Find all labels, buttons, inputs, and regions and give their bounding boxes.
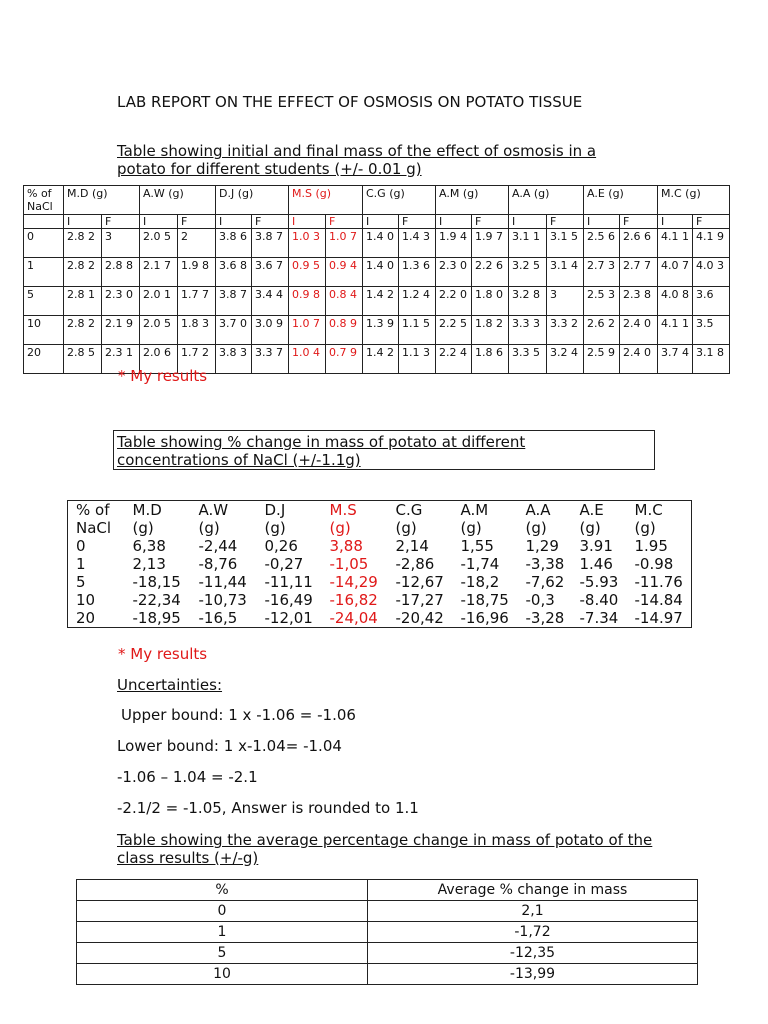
table2-cell: 5 bbox=[76, 573, 86, 591]
table2-cell: -3,38 bbox=[525, 555, 565, 573]
table2-cell: -0,3 bbox=[525, 591, 555, 609]
table1-student-header: M.C (g) bbox=[658, 186, 730, 215]
table1-caption: Table showing initial and final mass of the effect of osmosis in a potato for different students (+/- 0.01 g) bbox=[117, 142, 597, 178]
table2-cell: (g) bbox=[460, 519, 482, 537]
table1-initial-header: I bbox=[436, 215, 472, 229]
table2-row bbox=[68, 555, 692, 573]
table2-cell: -16,96 bbox=[460, 609, 509, 627]
table1-initial-header: I bbox=[216, 215, 252, 229]
mass-table bbox=[23, 185, 730, 374]
table1-mass-cell: 2.8 2 bbox=[64, 229, 102, 258]
table2-cell: -18,15 bbox=[132, 573, 181, 591]
table1-mass-cell: 2.3 0 bbox=[436, 258, 472, 287]
table1-initial-header: I bbox=[584, 215, 620, 229]
table2-cell: -1,74 bbox=[460, 555, 500, 573]
table1-row bbox=[24, 258, 730, 287]
report-title: LAB REPORT ON THE EFFECT OF OSMOSIS ON POTATO TISSUE bbox=[117, 93, 583, 111]
table2-note: * My results bbox=[118, 645, 208, 663]
table1-mass-cell: 3 bbox=[102, 229, 140, 258]
table1-mass-cell: 3.1 1 bbox=[509, 229, 547, 258]
table1-nacl-cell: 20 bbox=[24, 345, 64, 374]
average-change-table bbox=[76, 879, 698, 985]
table1-mass-cell: 2.3 1 bbox=[102, 345, 140, 374]
table2-cell: -8.40 bbox=[579, 591, 619, 609]
table2-cell: A.M bbox=[460, 501, 489, 519]
table1-student-header: C.G (g) bbox=[363, 186, 436, 215]
uncertainty-result: -2.1/2 = -1.05, Answer is rounded to 1.1 bbox=[117, 799, 419, 817]
table2-cell: -24,04 bbox=[329, 609, 378, 627]
table1-final-header: F bbox=[620, 215, 658, 229]
table2-cell: -7,62 bbox=[525, 573, 565, 591]
table2-cell: % of bbox=[76, 501, 110, 519]
table1-student-header: D.J (g) bbox=[216, 186, 289, 215]
table1-mass-cell: 1.9 7 bbox=[472, 229, 509, 258]
table1-final-header: F bbox=[472, 215, 509, 229]
table2-cell: 1,29 bbox=[525, 537, 559, 555]
table2-header-row bbox=[68, 501, 692, 520]
table1-mass-cell: 1.8 3 bbox=[178, 316, 216, 345]
table1-final-header: F bbox=[326, 215, 363, 229]
table1-mass-cell: 3.0 9 bbox=[252, 316, 289, 345]
table1-nacl-cell: 1 bbox=[24, 258, 64, 287]
table2-cell: 1 bbox=[76, 555, 86, 573]
table2-cell: 1.95 bbox=[634, 537, 668, 555]
table1-mass-cell: 2.0 6 bbox=[140, 345, 178, 374]
table2-cell: -10,73 bbox=[198, 591, 247, 609]
table2-cell: 2,13 bbox=[132, 555, 166, 573]
table2-cell: NaCl bbox=[76, 519, 112, 537]
table1-mass-cell: 1.8 6 bbox=[472, 345, 509, 374]
table1-mass-cell: 3.2 4 bbox=[547, 345, 584, 374]
table1-mass-cell: 4.0 7 bbox=[658, 258, 693, 287]
table1-mass-cell: 3.7 0 bbox=[216, 316, 252, 345]
table1-mass-cell: 2.8 5 bbox=[64, 345, 102, 374]
table1-mass-cell: 1.4 3 bbox=[399, 229, 436, 258]
table1-mass-cell: 2.0 5 bbox=[140, 316, 178, 345]
table1-nacl-cell: 5 bbox=[24, 287, 64, 316]
table1-initial-header: I bbox=[658, 215, 693, 229]
table1-mass-cell: 1.9 8 bbox=[178, 258, 216, 287]
table1-mass-cell: 1.9 4 bbox=[436, 229, 472, 258]
table1-nacl-cell: 0 bbox=[24, 229, 64, 258]
table1-mass-cell: 2.1 9 bbox=[102, 316, 140, 345]
table1-row bbox=[24, 287, 730, 316]
table1-mass-cell: 3.8 3 bbox=[216, 345, 252, 374]
table1-initial-header: I bbox=[509, 215, 547, 229]
table2-cell: -16,49 bbox=[264, 591, 313, 609]
table2-cell: -16,82 bbox=[329, 591, 378, 609]
table1-mass-cell: 2.4 0 bbox=[620, 345, 658, 374]
table1-mass-cell: 2.0 5 bbox=[140, 229, 178, 258]
table1-subheader-row bbox=[24, 215, 730, 229]
table1-mass-cell: 1.0 3 bbox=[289, 229, 326, 258]
table2-cell: M.C bbox=[634, 501, 663, 519]
table2-caption: Table showing % change in mass of potato at different concentrations of NaCl (+/-1.1g) bbox=[117, 433, 526, 469]
table3-caption: Table showing the average percentage change in mass of potato of the class results (+/-g) bbox=[117, 831, 653, 867]
table1-mass-cell: 2.5 6 bbox=[584, 229, 620, 258]
table1-mass-cell: 3.6 bbox=[693, 287, 730, 316]
table1-final-header: F bbox=[547, 215, 584, 229]
table2-cell: -17,27 bbox=[395, 591, 444, 609]
table2-cell: -18,95 bbox=[132, 609, 181, 627]
uncertainties-heading: Uncertainties: bbox=[117, 676, 223, 694]
table2-cell: 1.46 bbox=[579, 555, 613, 573]
table1-student-header: A.A (g) bbox=[509, 186, 584, 215]
table3-cell: % bbox=[77, 880, 368, 901]
table2-cell: -7.34 bbox=[579, 609, 619, 627]
table1-mass-cell: 4.0 8 bbox=[658, 287, 693, 316]
table1-mass-cell: 3.6 7 bbox=[252, 258, 289, 287]
table2-cell: -2,86 bbox=[395, 555, 435, 573]
table1-mass-cell: 1.1 5 bbox=[399, 316, 436, 345]
table1-mass-cell: 0.9 4 bbox=[326, 258, 363, 287]
table1-mass-cell: 4.1 9 bbox=[693, 229, 730, 258]
table1-initial-header: I bbox=[363, 215, 399, 229]
table1-mass-cell: 2.2 0 bbox=[436, 287, 472, 316]
table1-mass-cell: 3.2 8 bbox=[509, 287, 547, 316]
table2-cell: 2,14 bbox=[395, 537, 429, 555]
table1-corner-header: % of NaCl bbox=[24, 186, 64, 215]
table2-cell: 10 bbox=[76, 591, 96, 609]
table1-mass-cell: 1.4 2 bbox=[363, 287, 399, 316]
table1-row bbox=[24, 229, 730, 258]
table2-cell: (g) bbox=[634, 519, 656, 537]
table1-mass-cell: 0.8 9 bbox=[326, 316, 363, 345]
table1-final-header: F bbox=[252, 215, 289, 229]
table1-student-header: M.S (g) bbox=[289, 186, 363, 215]
table2-cell: D.J bbox=[264, 501, 286, 519]
table2-cell: -14,29 bbox=[329, 573, 378, 591]
table2-row bbox=[68, 591, 692, 609]
table2-cell: -8,76 bbox=[198, 555, 238, 573]
table1-mass-cell: 3.3 2 bbox=[547, 316, 584, 345]
table1-mass-cell: 1.8 2 bbox=[472, 316, 509, 345]
table1-mass-cell: 2.5 3 bbox=[584, 287, 620, 316]
table3-cell: 0 bbox=[77, 901, 368, 922]
table3-cell: 10 bbox=[77, 964, 368, 985]
table2-cell: (g) bbox=[525, 519, 547, 537]
table1-student-header: A.W (g) bbox=[140, 186, 216, 215]
table2-cell: 0,26 bbox=[264, 537, 298, 555]
table3-cell: -13,99 bbox=[368, 964, 698, 985]
table1-initial-header: I bbox=[289, 215, 326, 229]
table2-cell: -0,27 bbox=[264, 555, 304, 573]
table1-mass-cell: 2.6 6 bbox=[620, 229, 658, 258]
table1-initial-header: I bbox=[140, 215, 178, 229]
table2-cell: (g) bbox=[329, 519, 351, 537]
table2-cell: -11,44 bbox=[198, 573, 247, 591]
table2-cell: -5.93 bbox=[579, 573, 619, 591]
table1-mass-cell: 2.8 1 bbox=[64, 287, 102, 316]
uncertainty-difference: -1.06 – 1.04 = -2.1 bbox=[117, 768, 258, 786]
table1-mass-cell: 3.8 7 bbox=[252, 229, 289, 258]
table3-row bbox=[77, 964, 698, 985]
table1-mass-cell: 3.8 6 bbox=[216, 229, 252, 258]
table3-cell: 1 bbox=[77, 922, 368, 943]
uncertainty-upper-bound: Upper bound: 1 x -1.06 = -1.06 bbox=[121, 706, 356, 724]
table1-row bbox=[24, 316, 730, 345]
table1-mass-cell: 0.7 9 bbox=[326, 345, 363, 374]
table1-mass-cell: 4.1 1 bbox=[658, 229, 693, 258]
table3-cell: -12,35 bbox=[368, 943, 698, 964]
table3-cell: 5 bbox=[77, 943, 368, 964]
table1-mass-cell: 1.0 4 bbox=[289, 345, 326, 374]
table1-mass-cell: 2.0 1 bbox=[140, 287, 178, 316]
table1-mass-cell: 1.1 3 bbox=[399, 345, 436, 374]
percent-change-table bbox=[67, 500, 692, 628]
table1-mass-cell: 2.8 2 bbox=[64, 258, 102, 287]
table2-cell: (g) bbox=[579, 519, 601, 537]
table1-mass-cell: 0.9 5 bbox=[289, 258, 326, 287]
table2-header-row bbox=[68, 519, 692, 537]
table1-mass-cell: 3.2 5 bbox=[509, 258, 547, 287]
table1-mass-cell: 3.1 8 bbox=[693, 345, 730, 374]
table1-mass-cell: 2 bbox=[178, 229, 216, 258]
table1-mass-cell: 2.3 8 bbox=[620, 287, 658, 316]
table2-cell: -14.84 bbox=[634, 591, 683, 609]
table2-cell: -3,28 bbox=[525, 609, 565, 627]
table2-cell: -20,42 bbox=[395, 609, 444, 627]
table2-cell: -16,5 bbox=[198, 609, 238, 627]
table1-mass-cell: 4.0 3 bbox=[693, 258, 730, 287]
table1-mass-cell: 1.4 2 bbox=[363, 345, 399, 374]
table1-mass-cell: 3.6 8 bbox=[216, 258, 252, 287]
table1-mass-cell: 3.3 5 bbox=[509, 345, 547, 374]
table1-mass-cell: 1.0 7 bbox=[289, 316, 326, 345]
table2-cell: 1,55 bbox=[460, 537, 494, 555]
table1-mass-cell: 2.5 9 bbox=[584, 345, 620, 374]
table3-row bbox=[77, 922, 698, 943]
table1-mass-cell: 1.4 0 bbox=[363, 258, 399, 287]
table1-mass-cell: 2.4 0 bbox=[620, 316, 658, 345]
table1-mass-cell: 3.7 4 bbox=[658, 345, 693, 374]
table2-row bbox=[68, 609, 692, 628]
table1-mass-cell: 4.1 1 bbox=[658, 316, 693, 345]
table1-mass-cell: 2.2 6 bbox=[472, 258, 509, 287]
table1-student-header: A.M (g) bbox=[436, 186, 509, 215]
table2-cell: 3.91 bbox=[579, 537, 613, 555]
table1-mass-cell: 2.2 4 bbox=[436, 345, 472, 374]
table1-mass-cell: 1.3 6 bbox=[399, 258, 436, 287]
table1-mass-cell: 3.5 bbox=[693, 316, 730, 345]
table1-mass-cell: 0.8 4 bbox=[326, 287, 363, 316]
table3-row bbox=[77, 943, 698, 964]
table2-cell: -11,11 bbox=[264, 573, 313, 591]
table3-cell: -1,72 bbox=[368, 922, 698, 943]
table2-cell: -12,67 bbox=[395, 573, 444, 591]
table3-cell: Average % change in mass bbox=[368, 880, 698, 901]
table1-mass-cell: 2.7 7 bbox=[620, 258, 658, 287]
table1-note: * My results bbox=[118, 367, 208, 385]
table3-cell: 2,1 bbox=[368, 901, 698, 922]
table2-cell: -22,34 bbox=[132, 591, 181, 609]
table1-mass-cell: 1.8 0 bbox=[472, 287, 509, 316]
table2-cell: -14.97 bbox=[634, 609, 683, 627]
table1-header-row bbox=[24, 186, 730, 215]
table1-mass-cell: 1.4 0 bbox=[363, 229, 399, 258]
table2-cell: M.S bbox=[329, 501, 357, 519]
table1-mass-cell: 1.7 7 bbox=[178, 287, 216, 316]
table2-cell: -0.98 bbox=[634, 555, 674, 573]
table1-mass-cell: 1.2 4 bbox=[399, 287, 436, 316]
table1-initial-header: I bbox=[64, 215, 102, 229]
table2-caption-box bbox=[113, 430, 655, 470]
table1-mass-cell: 2.1 7 bbox=[140, 258, 178, 287]
table2-cell: -1,05 bbox=[329, 555, 369, 573]
table2-row bbox=[68, 537, 692, 555]
table1-mass-cell: 3.4 4 bbox=[252, 287, 289, 316]
uncertainty-lower-bound: Lower bound: 1 x-1.04= -1.04 bbox=[117, 737, 342, 755]
table2-cell: -12,01 bbox=[264, 609, 313, 627]
table1-mass-cell: 3 bbox=[547, 287, 584, 316]
table2-cell: A.E bbox=[579, 501, 604, 519]
table1-final-header: F bbox=[102, 215, 140, 229]
table1-mass-cell: 2.8 8 bbox=[102, 258, 140, 287]
table1-mass-cell: 3.3 7 bbox=[252, 345, 289, 374]
table2-cell: (g) bbox=[198, 519, 220, 537]
table1-mass-cell: 3.1 4 bbox=[547, 258, 584, 287]
table1-mass-cell: 2.3 0 bbox=[102, 287, 140, 316]
table1-mass-cell: 0.9 8 bbox=[289, 287, 326, 316]
table2-cell: C.G bbox=[395, 501, 423, 519]
table1-final-header: F bbox=[178, 215, 216, 229]
table2-cell: -18,75 bbox=[460, 591, 509, 609]
table2-cell: -2,44 bbox=[198, 537, 238, 555]
table2-row bbox=[68, 573, 692, 591]
table1-mass-cell: 3.8 7 bbox=[216, 287, 252, 316]
table1-mass-cell: 1.0 7 bbox=[326, 229, 363, 258]
table2-cell: -18,2 bbox=[460, 573, 500, 591]
table1-blank-cell bbox=[24, 215, 64, 229]
table1-mass-cell: 2.7 3 bbox=[584, 258, 620, 287]
table2-cell: (g) bbox=[395, 519, 417, 537]
table2-cell: 6,38 bbox=[132, 537, 166, 555]
table2-cell: (g) bbox=[132, 519, 154, 537]
table1-mass-cell: 2.2 5 bbox=[436, 316, 472, 345]
table3-header-row bbox=[77, 880, 698, 901]
table1-mass-cell: 3.3 3 bbox=[509, 316, 547, 345]
table2-cell: -11.76 bbox=[634, 573, 683, 591]
table2-cell: 3,88 bbox=[329, 537, 363, 555]
table3-row bbox=[77, 901, 698, 922]
table2-cell: A.W bbox=[198, 501, 229, 519]
table1-mass-cell: 3.1 5 bbox=[547, 229, 584, 258]
table1-mass-cell: 2.6 2 bbox=[584, 316, 620, 345]
table2-cell: 0 bbox=[76, 537, 86, 555]
table1-final-header: F bbox=[399, 215, 436, 229]
table2-cell: (g) bbox=[264, 519, 286, 537]
table1-mass-cell: 1.3 9 bbox=[363, 316, 399, 345]
table1-nacl-cell: 10 bbox=[24, 316, 64, 345]
table2-cell: A.A bbox=[525, 501, 551, 519]
table2-cell: M.D bbox=[132, 501, 162, 519]
table2-cell: 20 bbox=[76, 609, 96, 627]
table1-mass-cell: 2.8 2 bbox=[64, 316, 102, 345]
table1-student-header: M.D (g) bbox=[64, 186, 140, 215]
table1-mass-cell: 1.7 2 bbox=[178, 345, 216, 374]
table1-student-header: A.E (g) bbox=[584, 186, 658, 215]
table1-final-header: F bbox=[693, 215, 730, 229]
